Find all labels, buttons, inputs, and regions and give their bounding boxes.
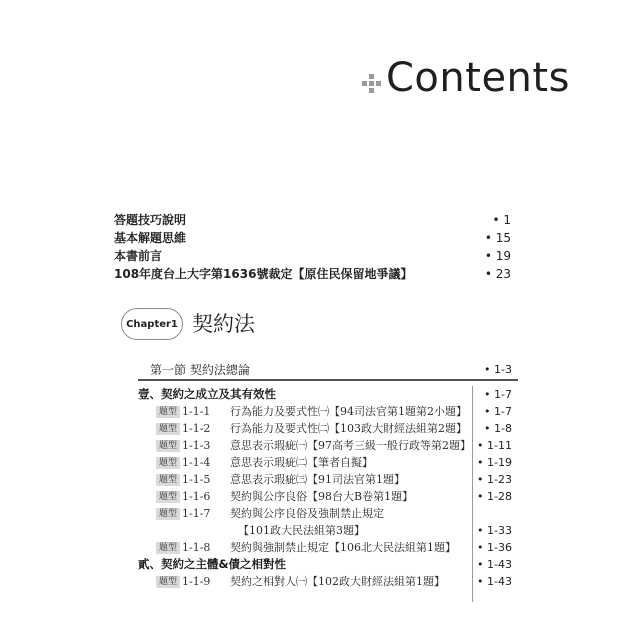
front-matter-label: 基本解題思維 [114,231,187,245]
question-type-badge: 題型 [156,440,180,452]
question-text [230,403,467,420]
question-id: 1-1-6 [182,490,211,503]
question-source: 【101政大民法組第3題】 [238,524,365,537]
toc-item[interactable] [138,420,518,437]
question-source: 【筆者自擬】 [307,456,373,469]
toc-heading[interactable] [138,556,518,573]
question-title: 契約與強制禁止規定 [230,541,329,554]
question-source: 【103政大財經法組第2題】 [329,422,467,435]
squares-icon [362,74,384,96]
toc-page-number: • 1-43 [477,575,512,588]
question-type-badge: 題型 [156,491,180,503]
toc-page-number: • 1-11 [477,439,512,452]
toc-item[interactable] [138,403,518,420]
question-text [230,573,445,590]
question-type-badge: 題型 [156,508,180,520]
toc-page-number: • 1-43 [477,558,512,571]
front-matter-item[interactable] [114,247,511,265]
question-title: 意思表示瑕疵㈡ [230,456,307,469]
question-title: 意思表示瑕疵㈢ [230,473,307,486]
question-source: 【94司法官第1題第2小題】 [329,405,467,418]
toc-page-number: • 1-19 [477,456,512,469]
question-title: 契約與公序良俗及強制禁止規定 [230,507,384,520]
toc-page-number: • 1-28 [477,490,512,503]
chapter-badge: Chapter1 [121,308,183,340]
front-matter-label: 答題技巧說明 [114,213,187,227]
question-source: 【102政大財經法組第1題】 [307,575,445,588]
question-type-badge: 題型 [156,576,180,588]
toc-item-continued[interactable] [138,522,518,539]
question-title: 行為能力及要式性㈡ [230,422,329,435]
question-source: 【91司法官第1題】 [307,473,405,486]
toc-page-number: • 1-7 [484,388,512,401]
front-matter-label: 108年度台上大字第1636號裁定【原住民保留地爭議】 [114,267,413,281]
toc-page-number: • 1-33 [477,524,512,537]
toc-item[interactable] [138,505,518,522]
front-matter-list [114,211,511,283]
question-text [230,420,467,437]
question-id: 1-1-1 [182,405,211,418]
toc-page-number: • 1-23 [477,473,512,486]
question-text [230,539,456,556]
toc-item[interactable] [138,454,518,471]
front-matter-item[interactable] [114,211,511,229]
question-title: 契約與公序良俗 [230,490,307,503]
toc-item[interactable] [138,573,518,590]
toc-page-number: • 1-8 [484,422,512,435]
toc-item[interactable] [138,488,518,505]
section-header[interactable] [138,362,518,381]
question-type-badge: 題型 [156,474,180,486]
question-type-badge: 題型 [156,406,180,418]
page-number-divider [472,386,473,602]
question-id: 1-1-2 [182,422,211,435]
toc-item[interactable] [138,437,518,454]
toc-list [138,386,518,590]
question-source: 【98台大B卷第1題】 [307,490,414,503]
question-text [230,454,373,471]
question-text [230,437,471,454]
front-matter-page: • 1 [492,213,511,227]
front-matter-page: • 15 [484,231,511,245]
question-id: 1-1-5 [182,473,211,486]
toc-page-number: • 1-7 [484,405,512,418]
question-type-badge: 題型 [156,423,180,435]
question-id: 1-1-8 [182,541,211,554]
question-type-badge: 題型 [156,457,180,469]
question-source: 【106北大民法組第1題】 [329,541,456,554]
question-title: 契約之相對人㈠ [230,575,307,588]
question-id: 1-1-4 [182,456,211,469]
toc-item[interactable] [138,539,518,556]
page-title: Contents [386,55,570,101]
question-text [230,471,405,488]
front-matter-page: • 23 [484,267,511,281]
question-text [230,488,413,505]
question-title: 行為能力及要式性㈠ [230,405,329,418]
question-type-badge: 題型 [156,542,180,554]
toc-heading-text: 壹、契約之成立及其有效性 [138,387,276,401]
question-id: 1-1-9 [182,575,211,588]
section-title: 第一節 契約法總論 [150,363,250,377]
question-title: 意思表示瑕疵㈠ [230,439,307,452]
front-matter-item[interactable] [114,265,511,283]
front-matter-item[interactable] [114,229,511,247]
toc-page-number: • 1-36 [477,541,512,554]
toc-heading[interactable] [138,386,518,403]
section-page: • 1-3 [484,363,512,376]
toc-heading-text: 貳、契約之主體&債之相對性 [138,557,287,571]
question-id: 1-1-3 [182,439,211,452]
question-source: 【97高考三級一般行政等第2題】 [307,439,471,452]
front-matter-label: 本書前言 [114,249,163,263]
toc-item[interactable] [138,471,518,488]
chapter-title: 契約法 [192,312,255,336]
front-matter-page: • 19 [484,249,511,263]
question-id: 1-1-7 [182,507,211,520]
